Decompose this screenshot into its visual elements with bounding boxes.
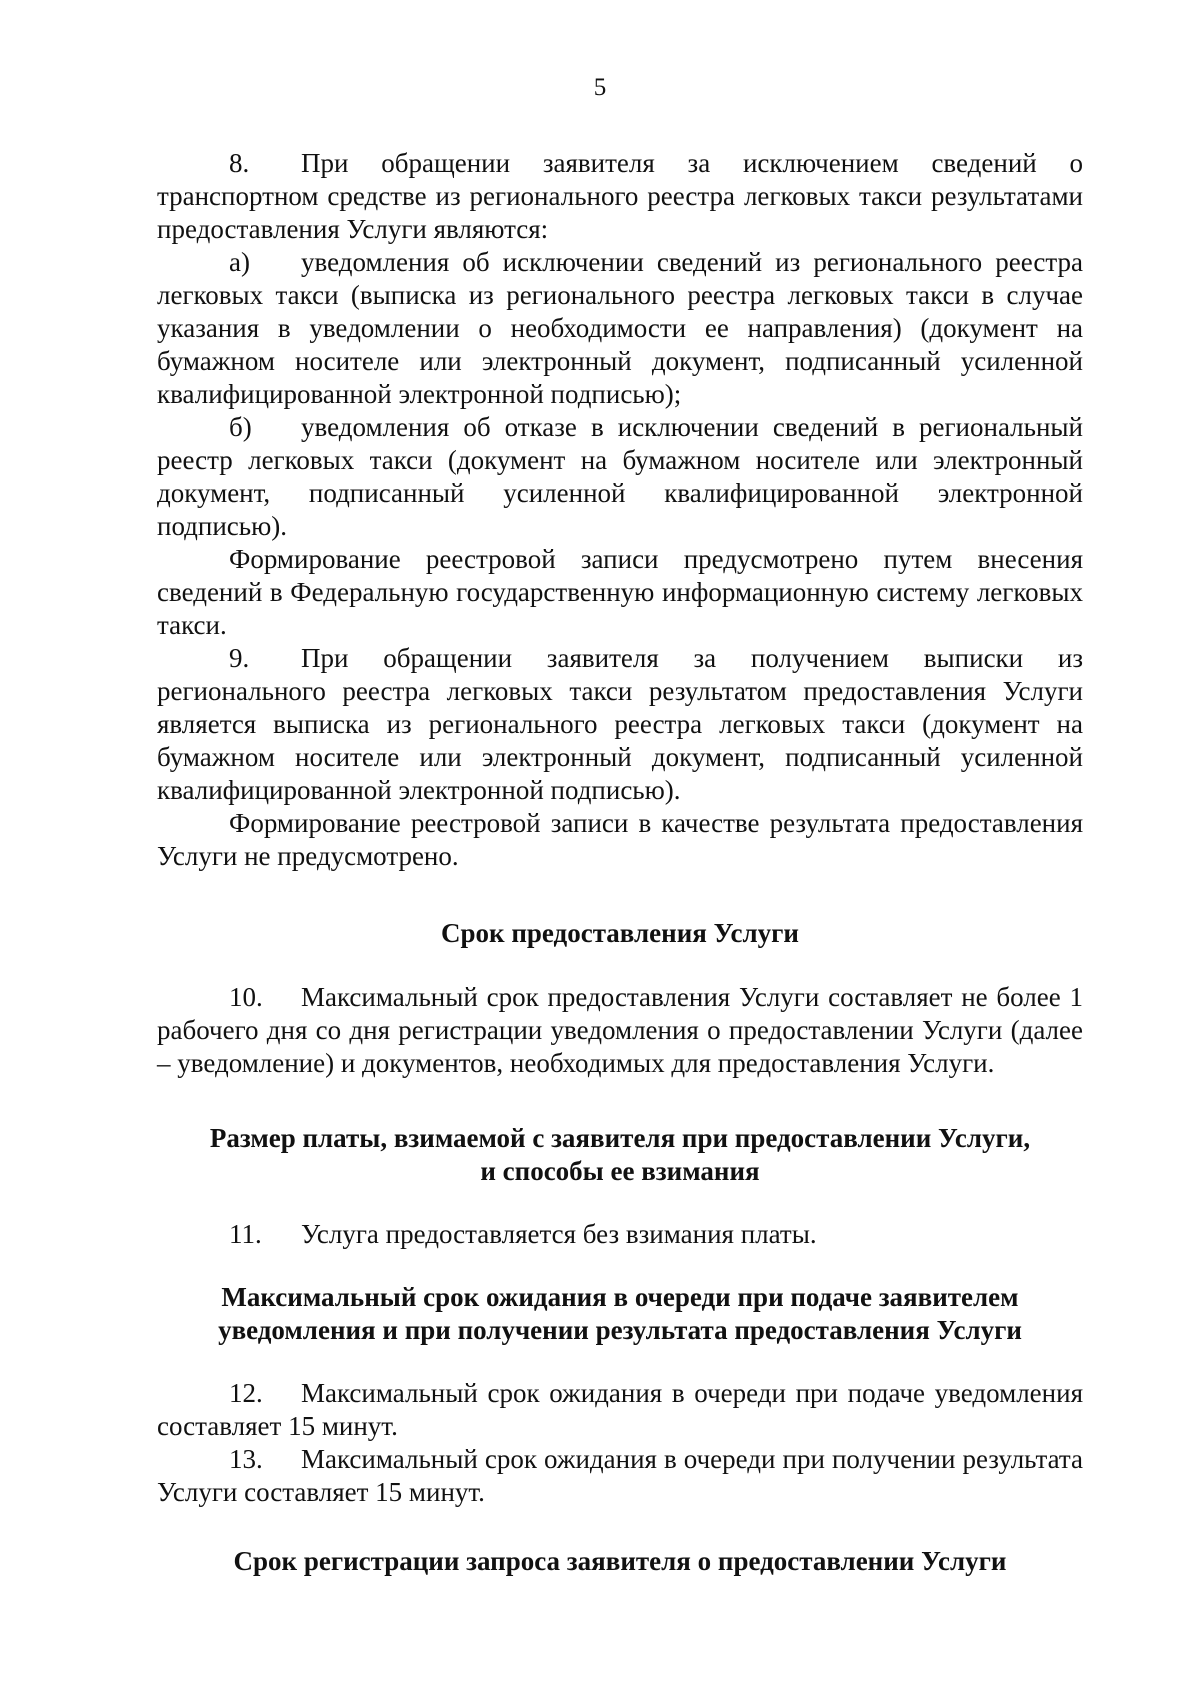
heading-line: и способы ее взимания [480,1156,760,1186]
paragraph-11 [157,1218,1083,1251]
section-heading-term: Срок предоставления Услуги [441,918,799,948]
paragraph-text: Формирование реестровой записи предусмотрено путем внесения сведений в Федеральную государственную информационную систему легковых такси. [157,544,1083,640]
paragraph-8 [157,147,1083,246]
section-heading-registration: Срок регистрации запроса заявителя о предоставлении Услуги [233,1546,1007,1576]
section-heading-fee [157,1122,1083,1188]
paragraph-number: 8. [229,148,250,178]
paragraph-text: Максимальный срок предоставления Услуги составляет не более 1 рабочего дня со дня регистрации уведомления о предоставлении Услуги (далее – уведомление) и документов, необходимых для предоставления Услуги. [157,982,1083,1078]
paragraph-text: При обращении заявителя за получением выписки из регионального реестра легковых такси результатом предоставления Услуги является выписка из регионального реестра легковых такси (документ на бумажном носителе или электронный документ, подписанный усиленной квалифицированной электронной подписью). [157,643,1083,805]
paragraph-10 [157,981,1083,1080]
paragraph-text: Максимальный срок ожидания в очереди при подаче уведомления составляет 15 минут. [157,1378,1083,1441]
heading-line: Максимальный срок ожидания в очереди при подаче заявителем [221,1282,1019,1312]
paragraph-number: 11. [229,1219,262,1249]
paragraph-text: уведомления об исключении сведений из регионального реестра легковых такси (выписка из регионального реестра легковых такси в случае указания в уведомлении о необходимости ее направления) (документ на бумажном носителе или электронный документ, подписанный усиленной квалифицированной электронной подписью); [157,247,1083,409]
paragraph-text: Услуга предоставляется без взимания платы. [301,1219,817,1249]
paragraph-text: При обращении заявителя за исключением сведений о транспортном средстве из регионального реестра легковых такси результатами предоставления Услуги являются: [157,148,1083,244]
paragraph-13 [157,1443,1083,1509]
paragraph-text: уведомления об отказе в исключении сведений в региональный реестр легковых такси (документ на бумажном носителе или электронный документ, подписанный усиленной квалифицированной электронной подписью). [157,412,1083,541]
paragraph-9 [157,642,1083,807]
paragraph-text: Максимальный срок ожидания в очереди при получении результата Услуги составляет 15 минут. [157,1444,1083,1507]
paragraph-number: 9. [229,643,250,673]
heading-line: уведомления и при получении результата предоставления Услуги [218,1315,1022,1345]
paragraph-registry-record [157,543,1083,642]
paragraph-text: Формирование реестровой записи в качестве результата предоставления Услуги не предусмотрено. [157,808,1083,871]
section-heading-queue [157,1281,1083,1347]
paragraph-number: 10. [229,982,263,1012]
paragraph-registry-record-not-provided [157,807,1083,873]
paragraph-number: 12. [229,1378,263,1408]
subparagraph-a [157,246,1083,411]
page-number: 5 [593,74,607,101]
document-body [157,147,1083,1578]
heading-line: Размер платы, взимаемой с заявителя при предоставлении Услуги, [209,1123,1031,1153]
paragraph-12 [157,1377,1083,1443]
paragraph-number: а) [229,247,250,277]
paragraph-number: 13. [229,1444,263,1474]
paragraph-number: б) [229,412,252,442]
subparagraph-b [157,411,1083,543]
